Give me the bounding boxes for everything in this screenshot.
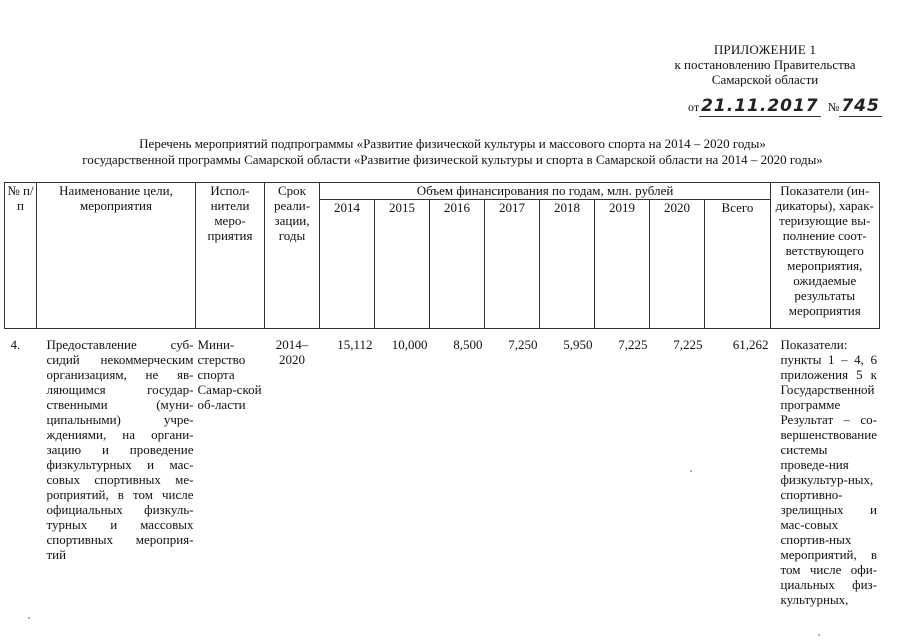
header-executors: Испол-нители меро-приятия xyxy=(196,183,265,329)
header-num: № п/п xyxy=(5,183,37,329)
header-total: Всего xyxy=(705,200,771,329)
header-funding-group: Объем финансирования по годам, млн. рублей xyxy=(320,183,771,200)
scan-speck xyxy=(28,617,30,619)
row-executor: Мини-стерство спорта Самар-ской об-ласти xyxy=(197,337,262,412)
appendix-title: ПРИЛОЖЕНИЕ 1 xyxy=(713,42,817,57)
appendix-line-3: Самарской области xyxy=(711,72,819,87)
row-value-2016: 8,500 xyxy=(453,337,483,352)
header-year-2019: 2019 xyxy=(595,200,650,329)
row-value-2019: 7,225 xyxy=(618,337,648,352)
date-prefix: от xyxy=(688,100,700,114)
header-year-2014: 2014 xyxy=(320,200,375,329)
row-value-2015: 10,000 xyxy=(391,337,428,352)
appendix-header xyxy=(640,42,890,87)
header-year-2016: 2016 xyxy=(430,200,485,329)
decree-date-line xyxy=(688,96,898,117)
header-name: Наименование цели, мероприятия xyxy=(37,183,196,329)
activities-table xyxy=(4,182,880,607)
number-prefix: № xyxy=(827,100,840,114)
row-value-2014: 15,112 xyxy=(337,337,373,352)
header-term: Срок реали-зации, годы xyxy=(265,183,320,329)
scan-speck xyxy=(690,470,692,472)
row-value-2020: 7,225 xyxy=(673,337,703,352)
row-value-total: 61,262 xyxy=(732,337,769,352)
row-name: Предоставление суб-сидий некоммерческим организациям, не яв-ляющимся государ-ственными (муни-ципальными) учре-ждениями, на органи-зацию и проведение физкультурных и мас-совых спортивных ме-роприятий, в том числе официальных физкуль-турных и массовых спортивных мероприя-тий xyxy=(46,337,194,562)
handwritten-number: 745 xyxy=(841,96,880,116)
title-line-2: государственной программы Самарской области «Развитие физической культуры и спорта в Самарской области на 2014 – 2020 годы» xyxy=(82,152,823,167)
header-year-2020: 2020 xyxy=(650,200,705,329)
row-value-2018: 5,950 xyxy=(563,337,593,352)
header-year-2017: 2017 xyxy=(485,200,540,329)
row-value-2017: 7,250 xyxy=(508,337,538,352)
handwritten-date: 21.11.2017 xyxy=(701,96,819,116)
table-row xyxy=(5,329,880,608)
row-num: 4. xyxy=(10,337,21,352)
row-term: 2014–2020 xyxy=(275,337,309,367)
appendix-line-2: к постановлению Правительства xyxy=(674,57,856,72)
document-title xyxy=(0,136,905,168)
scan-speck xyxy=(818,634,820,636)
row-indicators: Показатели: пункты 1 – 4, 6 приложения 5 к Государственной программе Результат – со-вершенствование системы проведе-ния физкультур-ных, спортивно-зрелищных и мас-совых спортив-ных мероприятий, в том числе офи-циальных физ-культурных, xyxy=(780,337,877,607)
title-line-1: Перечень мероприятий подпрограммы «Развитие физической культуры и массового спорта на 2014 – 2020 годы» xyxy=(139,136,766,151)
header-indicators: Показатели (ин-дикаторы), харак-теризующие вы-полнение соот-ветствующего мероприятия, ожидаемые результаты мероприятия xyxy=(771,183,880,329)
header-year-2015: 2015 xyxy=(375,200,430,329)
header-year-2018: 2018 xyxy=(540,200,595,329)
